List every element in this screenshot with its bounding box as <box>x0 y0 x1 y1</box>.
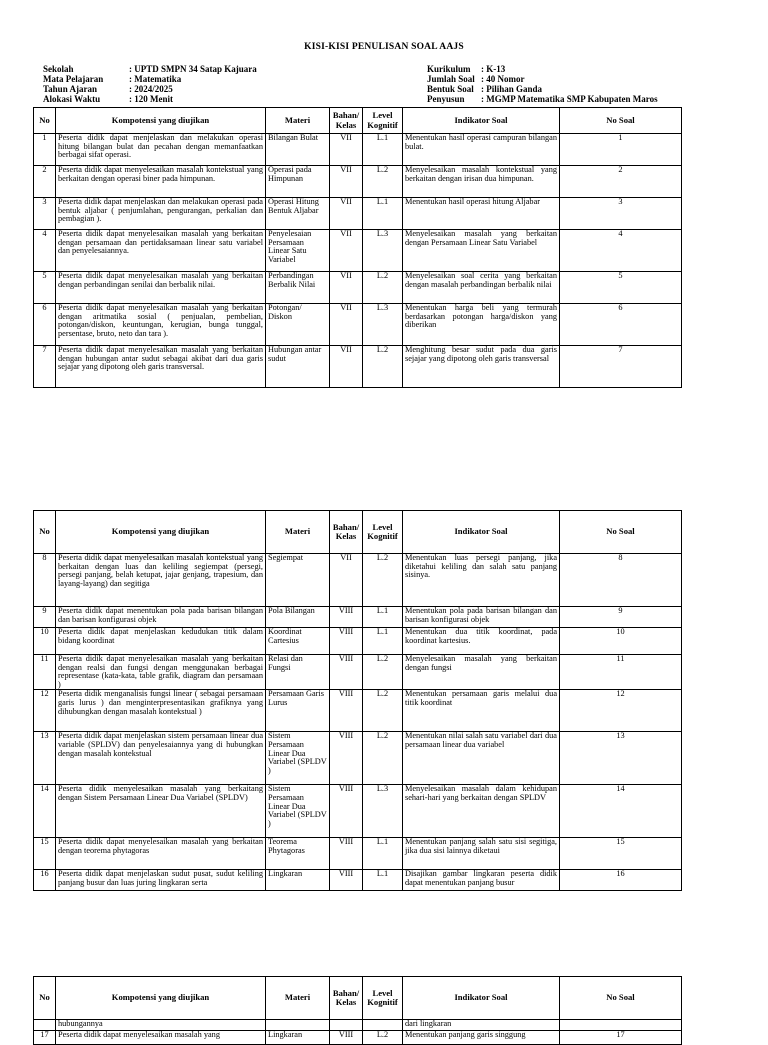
cell-no: 11 <box>34 655 56 690</box>
cell-kompetensi: Peserta didik dapat menyelesaikan masalah yang berkaitan dengan realsi dan fungsi dengan menggunakan berbagai representase (kata-kata, table grafik, diagram dan persamaan ) <box>56 655 266 690</box>
table-row <box>34 134 682 166</box>
cell-kelas: VII <box>330 230 363 272</box>
cell-kelas: VIII <box>330 838 363 870</box>
cell-no-soal: 14 <box>560 785 682 838</box>
kisi-table-2 <box>33 510 682 891</box>
cell-kompetensi: Peserta didik dapat menyelesaikan masalah yang berkaitan dengan persamaan dan pertidaksamaan linear satu variabel dan penyelesaiannya. <box>56 230 266 272</box>
cell-kompetensi: Peserta didik dapat menyelesaikan masalah yang berkaitan dengan aritmatika sosial ( penjualan, pembelian, potongan/diskon, keuntungan, kerugian, bunga tunggal, persentase, bruto, neto dan tara ). <box>56 304 266 346</box>
cell-no-soal: 1 <box>560 134 682 166</box>
cell-no-soal <box>560 1020 682 1031</box>
cell-indikator: Menyelesaikan masalah kontekstual yang berkaitan dengan irisan dua himpunan. <box>403 166 560 198</box>
meta-label: Tahun Ajaran <box>43 84 97 94</box>
cell-indikator: Menentukan panjang garis singgung <box>403 1031 560 1045</box>
cell-indikator: Menentukan hasil operasi campuran bilangan bulat. <box>403 134 560 166</box>
cell-level: L.1 <box>363 870 403 891</box>
header-no: No <box>34 108 56 134</box>
meta-row-sekolah <box>43 64 257 74</box>
cell-no: 17 <box>34 1031 56 1045</box>
cell-materi: Lingkaran <box>266 870 330 891</box>
cell-kompetensi: Peserta didik dapat menjelaskan kedudukan titik dalam bidang koordinat <box>56 628 266 655</box>
cell-level: L.2 <box>363 732 403 785</box>
header-row <box>34 511 682 554</box>
cell-no-soal: 5 <box>560 272 682 304</box>
cell-kelas: VII <box>330 554 363 607</box>
cell-no-soal: 7 <box>560 346 682 388</box>
cell-level: L.1 <box>363 198 403 230</box>
cell-no-soal: 8 <box>560 554 682 607</box>
cell-kelas <box>330 1020 363 1031</box>
meta-label: Kurikulum <box>427 64 471 74</box>
meta-value: : K-13 <box>481 64 506 74</box>
cell-materi: Lingkaran <box>266 1031 330 1045</box>
cell-no: 3 <box>34 198 56 230</box>
cell-no: 10 <box>34 628 56 655</box>
meta-row-bentuk <box>427 84 658 94</box>
meta-value: : MGMP Matematika SMP Kabupaten Maros <box>481 94 658 104</box>
cell-no: 6 <box>34 304 56 346</box>
cell-no: 15 <box>34 838 56 870</box>
cell-no: 16 <box>34 870 56 891</box>
cell-materi: Operasi Hitung Bentuk Aljabar <box>266 198 330 230</box>
cell-kompetensi: hubungannya <box>56 1020 266 1031</box>
cell-kompetensi: Peserta didik menyelesaikan masalah yang berkaitang dengan Sistem Persamaan Linear Dua Variabel (SPLDV) <box>56 785 266 838</box>
cell-indikator: Menyelesaikan masalah dalam kehidupan sehari-hari yang berkaitan dengan SPLDV <box>403 785 560 838</box>
cell-indikator: Menentukan persamaan garis melalui dua titik koordinat <box>403 690 560 732</box>
cell-kompetensi: Peserta didik menganalisis fungsi linear ( sebagai persamaan garis lurus ) dan menginterpresentasikan grafiknya yang dihubungkan dengan masalah kontekstual ) <box>56 690 266 732</box>
cell-kelas: VIII <box>330 785 363 838</box>
cell-no-soal: 12 <box>560 690 682 732</box>
header-materi: Materi <box>266 511 330 554</box>
cell-materi: Relasi dan Fungsi <box>266 655 330 690</box>
meta-row-kurikulum <box>427 64 658 74</box>
cell-kompetensi: Peserta didik dapat menjelaskan sistem persamaan linear dua variable (SPLDV) dan penyelesaiannya yang di hubungkan dengan masalah kontekstual <box>56 732 266 785</box>
header-no: No <box>34 977 56 1020</box>
table-row <box>34 346 682 388</box>
meta-value: : 40 Nomor <box>481 74 525 84</box>
cell-indikator: Menentukan nilai salah satu variabel dari dua persamaan linear dua variabel <box>403 732 560 785</box>
table-row <box>34 690 682 732</box>
cell-materi: Bilangan Bulat <box>266 134 330 166</box>
header-materi: Materi <box>266 108 330 134</box>
cell-indikator: Menentukan panjang salah satu sisi segitiga, jika dua sisi lainnya diketaui <box>403 838 560 870</box>
header-kompetensi: Kompotensi yang diujikan <box>56 108 266 134</box>
meta-row-alokasi <box>43 94 257 104</box>
cell-kelas: VIII <box>330 690 363 732</box>
cell-materi <box>266 1020 330 1031</box>
cell-no: 14 <box>34 785 56 838</box>
table-row <box>34 785 682 838</box>
header-level: Level Kognitif <box>363 108 403 134</box>
meta-value: : UPTD SMPN 34 Satap Kajuara <box>129 64 257 74</box>
cell-no: 12 <box>34 690 56 732</box>
header-bahan-kelas: Bahan/ Kelas <box>330 511 363 554</box>
cell-no-soal: 6 <box>560 304 682 346</box>
table-row <box>34 607 682 628</box>
meta-row-penyusun <box>427 94 658 104</box>
cell-level: L.1 <box>363 628 403 655</box>
cell-level: L.2 <box>363 690 403 732</box>
cell-kelas: VIII <box>330 607 363 628</box>
cell-no-soal: 2 <box>560 166 682 198</box>
cell-materi: Teorema Phytagoras <box>266 838 330 870</box>
cell-indikator: Menentukan luas persegi panjang, jika diketahui keliling dan salah satu panjang sisinya. <box>403 554 560 607</box>
header-kompetensi: Kompotensi yang diujikan <box>56 511 266 554</box>
table-row <box>34 166 682 198</box>
cell-indikator: Menyelesaikan soal cerita yang berkaitan dengan masalah perbandingan berbalik nilai <box>403 272 560 304</box>
table-row <box>34 628 682 655</box>
meta-value: : Pilihan Ganda <box>481 84 543 94</box>
cell-no: 13 <box>34 732 56 785</box>
cell-kompetensi: Peserta didik dapat menentukan pola pada barisan bilangan dan barisan konfigurasi objek <box>56 607 266 628</box>
header-bahan-kelas: Bahan/ Kelas <box>330 977 363 1020</box>
cell-no-soal: 3 <box>560 198 682 230</box>
meta-value: : Matematika <box>129 74 182 84</box>
cell-materi: Persamaan Garis Lurus <box>266 690 330 732</box>
meta-value: : 2024/2025 <box>129 84 173 94</box>
meta-row-mapel <box>43 74 257 84</box>
cell-kompetensi: Peserta didik dapat menyelesaikan masalah kontekstual yang berkaitan dengan operasi biner pada himpunan. <box>56 166 266 198</box>
cell-indikator: Menghitung besar sudut pada dua garis sejajar yang dipotong oleh garis transversal <box>403 346 560 388</box>
cell-level: L.1 <box>363 607 403 628</box>
table-row <box>34 230 682 272</box>
cell-indikator: Disajikan gambar lingkaran peserta didik dapat menentukan panjang busur <box>403 870 560 891</box>
document-title: KISI-KISI PENULISAN SOAL AAJS <box>304 42 464 52</box>
cell-no: 9 <box>34 607 56 628</box>
cell-kelas: VIII <box>330 628 363 655</box>
cell-materi: Sistem Persamaan Linear Dua Variabel (SPLDV ) <box>266 732 330 785</box>
cell-indikator: Menentukan pola pada barisan bilangan dan barisan konfigurasi objek <box>403 607 560 628</box>
cell-kelas: VII <box>330 304 363 346</box>
cell-kompetensi: Peserta didik dapat menyelesaikan masalah kontekstual yang berkaitan dengan luas dan keliling segiempat (persegi, persegi panjang, belah ketupat, jajar genjang, trapesium, dan layang-layang) dan segitiga <box>56 554 266 607</box>
table-row <box>34 272 682 304</box>
cell-level: L.2 <box>363 272 403 304</box>
cell-no: 7 <box>34 346 56 388</box>
table-row <box>34 870 682 891</box>
cell-level: L.1 <box>363 134 403 166</box>
cell-indikator: Menentukan dua titik koordinat, pada koordinat kartesius. <box>403 628 560 655</box>
cell-no-soal: 17 <box>560 1031 682 1045</box>
cell-kompetensi: Peserta didik dapat menyelesaikan masalah yang berkaitan dengan hubungan antar sudut sebagai akibat dari dua garis sejajar yang dipotong oleh garis transversal. <box>56 346 266 388</box>
cell-materi: Perbandingan Berbalik Nilai <box>266 272 330 304</box>
cell-level: L.2 <box>363 655 403 690</box>
header-row <box>34 108 682 134</box>
header-no: No <box>34 511 56 554</box>
header-indikator: Indikator Soal <box>403 511 560 554</box>
cell-indikator: Menentukan hasil operasi hitung Aljabar <box>403 198 560 230</box>
kisi-table-1 <box>33 107 682 388</box>
cell-kompetensi: Peserta didik dapat menyelesaikan masalah yang berkaitan dengan perbandingan senilai dan berbalik nilai. <box>56 272 266 304</box>
cell-materi: Segiempat <box>266 554 330 607</box>
cell-materi: Potongan/ Diskon <box>266 304 330 346</box>
cell-kompetensi: Peserta didik dapat menyelesaikan masalah yang <box>56 1031 266 1045</box>
cell-indikator: Menyelesaikan masalah yang berkaitan dengan Persamaan Linear Satu Variabel <box>403 230 560 272</box>
cell-level: L.1 <box>363 838 403 870</box>
cell-kompetensi: Peserta didik dapat menjelaskan dan melakukan operasi hitung bilangan bulat dan pecahan dengan memanfaatkan berbagai sifat operasi. <box>56 134 266 166</box>
table-row <box>34 732 682 785</box>
header-kompetensi: Kompotensi yang diujikan <box>56 977 266 1020</box>
meta-right <box>427 64 658 104</box>
cell-materi: Sistem Persamaan Linear Dua Variabel (SPLDV ) <box>266 785 330 838</box>
header-bahan-kelas: Bahan/ Kelas <box>330 108 363 134</box>
cell-materi: Penyelesaian Persamaan Linear Satu Variabel <box>266 230 330 272</box>
cell-no-soal: 10 <box>560 628 682 655</box>
meta-label: Alokasi Waktu <box>43 94 101 104</box>
cell-materi: Operasi pada Himpunan <box>266 166 330 198</box>
header-no-soal: No Soal <box>560 977 682 1020</box>
header-indikator: Indikator Soal <box>403 977 560 1020</box>
cell-level: L.2 <box>363 166 403 198</box>
cell-no <box>34 1020 56 1031</box>
header-level: Level Kognitif <box>363 977 403 1020</box>
meta-value: : 120 Menit <box>129 94 173 104</box>
meta-label: Penyusun <box>427 94 465 104</box>
cell-level <box>363 1020 403 1031</box>
cell-level: L.3 <box>363 785 403 838</box>
cell-level: L.2 <box>363 346 403 388</box>
kisi-table-3 <box>33 976 682 1045</box>
cell-kelas: VII <box>330 166 363 198</box>
cell-no-soal: 13 <box>560 732 682 785</box>
cell-kompetensi: Peserta didik dapat menjelaskan dan melakukan operasi pada bentuk aljabar ( penjumlahan, pengurangan, perkalian dan pembagian ). <box>56 198 266 230</box>
table-row <box>34 198 682 230</box>
cell-level: L.3 <box>363 304 403 346</box>
cell-kelas: VII <box>330 346 363 388</box>
cell-no: 4 <box>34 230 56 272</box>
meta-left <box>43 64 257 104</box>
cell-kelas: VII <box>330 272 363 304</box>
cell-indikator: Menyelesaikan masalah yang berkaitan dengan fungsi <box>403 655 560 690</box>
header-materi: Materi <box>266 977 330 1020</box>
meta-row-tahun <box>43 84 257 94</box>
meta-row-jumlah <box>427 74 658 84</box>
cell-no-soal: 15 <box>560 838 682 870</box>
header-no-soal: No Soal <box>560 511 682 554</box>
table-row <box>34 304 682 346</box>
table-row <box>34 655 682 690</box>
cell-kelas: VIII <box>330 732 363 785</box>
cell-no: 5 <box>34 272 56 304</box>
cell-materi: Pola Bilangan <box>266 607 330 628</box>
cell-no: 8 <box>34 554 56 607</box>
cell-no: 2 <box>34 166 56 198</box>
meta-label: Bentuk Soal <box>427 84 474 94</box>
header-row <box>34 977 682 1020</box>
cell-level: L.2 <box>363 1031 403 1045</box>
header-no-soal: No Soal <box>560 108 682 134</box>
cell-no-soal: 16 <box>560 870 682 891</box>
cell-kompetensi: Peserta didik dapat menyelesaikan masalah yang berkaitan dengan teorema phytagoras <box>56 838 266 870</box>
table-row <box>34 1031 682 1045</box>
cell-materi: Hubungan antar sudut <box>266 346 330 388</box>
header-indikator: Indikator Soal <box>403 108 560 134</box>
cell-kelas: VII <box>330 198 363 230</box>
cell-kelas: VIII <box>330 655 363 690</box>
cell-materi: Koordinat Cartesius <box>266 628 330 655</box>
table-row <box>34 1020 682 1031</box>
cell-indikator: dari lingkaran <box>403 1020 560 1031</box>
cell-level: L.2 <box>363 554 403 607</box>
meta-label: Sekolah <box>43 64 74 74</box>
table-row <box>34 554 682 607</box>
cell-indikator: Menentukan harga beli yang termurah berdasarkan potongan harga/diskon yang diberikan <box>403 304 560 346</box>
cell-no-soal: 4 <box>560 230 682 272</box>
cell-kelas: VIII <box>330 870 363 891</box>
cell-level: L.3 <box>363 230 403 272</box>
header-level: Level Kognitif <box>363 511 403 554</box>
cell-kelas: VII <box>330 134 363 166</box>
table-row <box>34 838 682 870</box>
cell-no-soal: 9 <box>560 607 682 628</box>
cell-no-soal: 11 <box>560 655 682 690</box>
cell-no: 1 <box>34 134 56 166</box>
meta-label: Mata Pelajaran <box>43 74 104 84</box>
meta-label: Jumlah Soal <box>427 74 475 84</box>
cell-kelas: VIII <box>330 1031 363 1045</box>
cell-kompetensi: Peserta didik dapat menjelaskan sudut pusat, sudut keliling panjang busur dan luas juring lingkaran serta <box>56 870 266 891</box>
